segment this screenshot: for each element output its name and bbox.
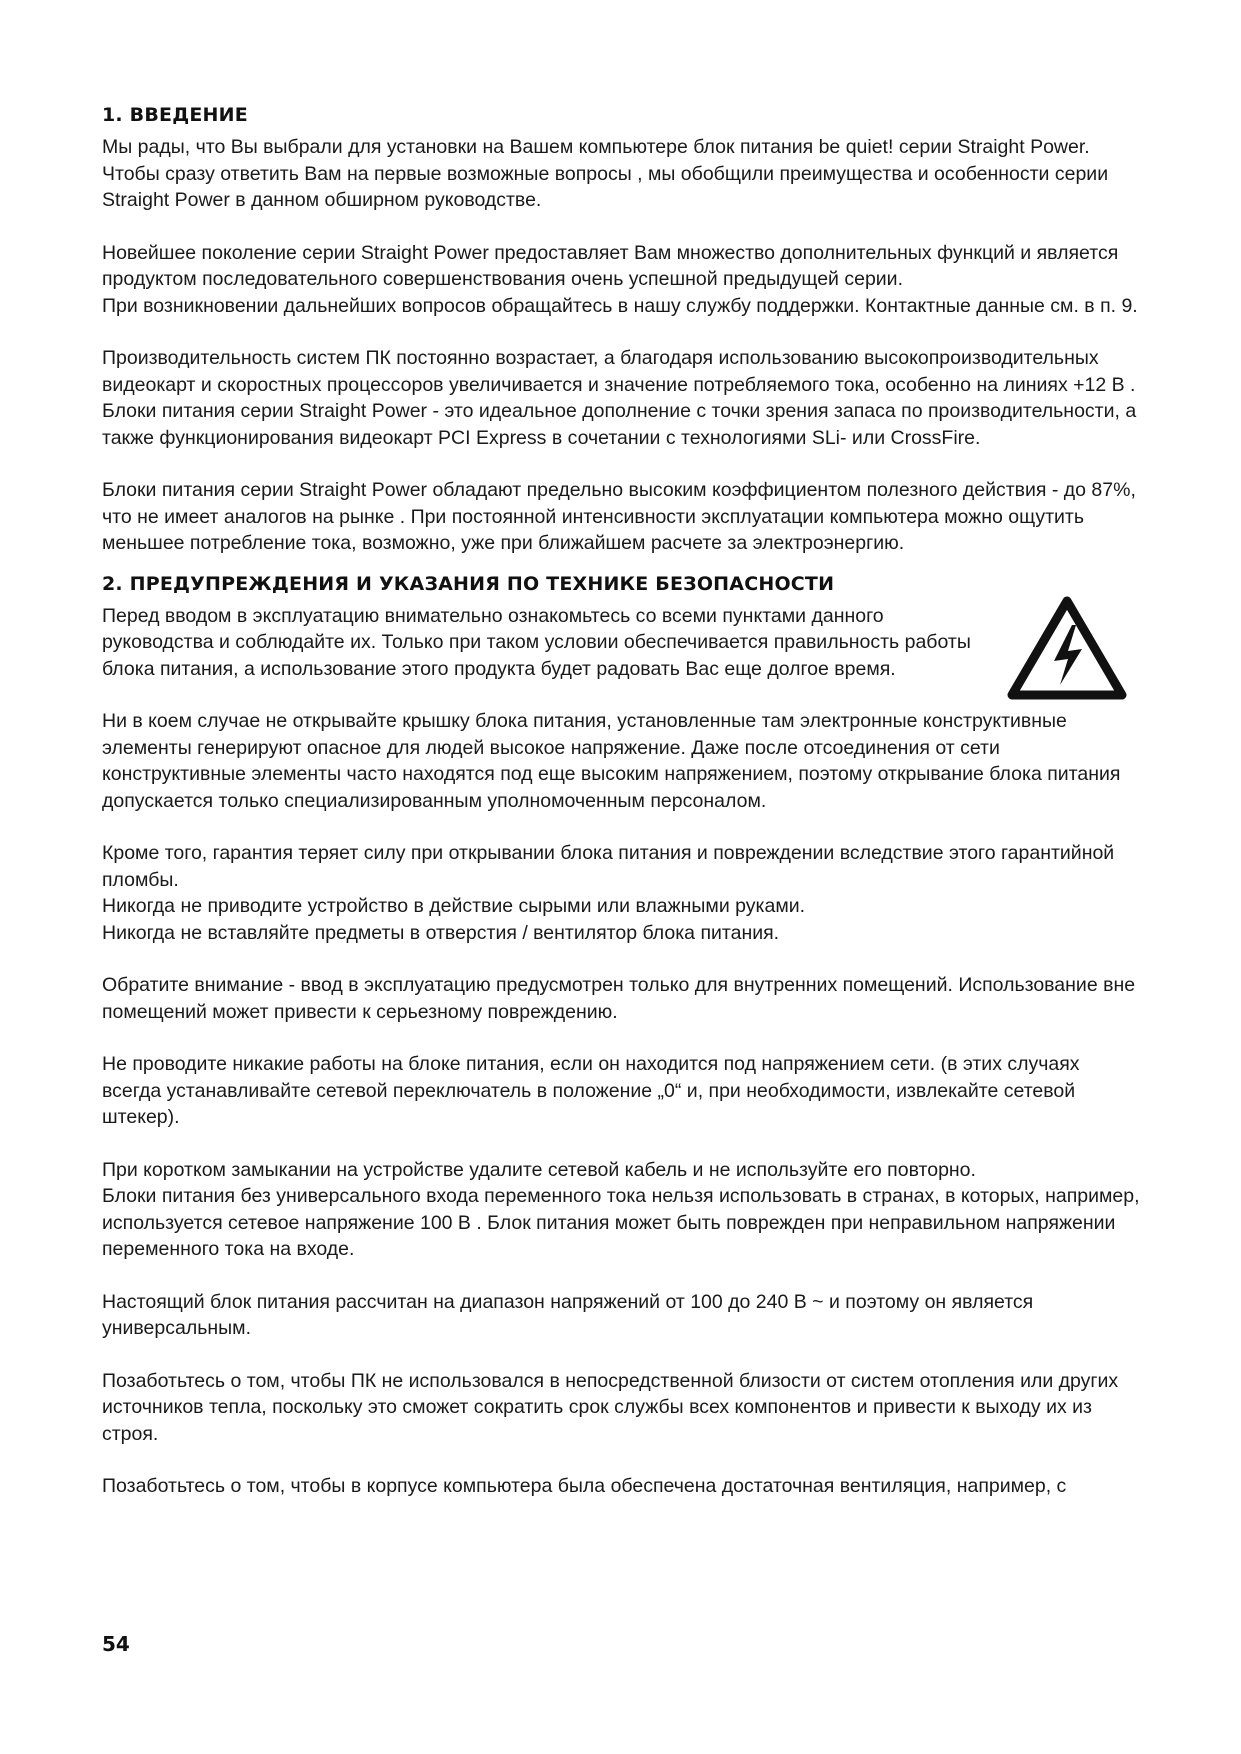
section-2-paragraph-6: Не проводите никакие работы на блоке питания, если он находится под напряжением сети. (в этих случаях всегда устанавливайте сетевой переключатель в положение „0“ и, при необходимости, извлекайте сетевой штекер). [102,1053,1080,1128]
page-number: 54 [102,1632,130,1656]
section-2-paragraph-10: Позаботьтесь о том, чтобы ПК не использовался в непосредственной близости от систем отопления или других источников тепла, поскольку это сможет сократить срок службы всех компонентов и привести к выходу их из строя. [102,1369,1119,1445]
section-2-paragraph-4: Никогда не вставляйте предметы в отверстия / вентилятор блока питания. [102,921,780,944]
section-1-paragraph-5: Блоки питания серии Straight Power обладают предельно высоким коэффициентом полезного действия - до 87%, что не имеет аналогов на рынке . При постоянной интенсивности эксплуатации компьютера можно ощутить меньшее потребление тока, возможно, уже при ближайшем расчете за электроэнергию. [102,479,1136,554]
section-2-paragraph-7: При коротком замыкании на устройстве удалите сетевой кабель и не используйте его повторно. [102,1158,976,1181]
document-page [102,104,1142,1500]
section-2-paragraph-5: Обратите внимание - ввод в эксплуатацию предусмотрен только для внутренних помещений. Использование вне помещений может привести к серьезному повреждению. [102,974,1136,1023]
section-2-intro: Перед вводом в эксплуатацию внимательно ознакомьтесь со всеми пунктами данного руководства и соблюдайте их. Только при таком условии обеспечивается правильность работы блока питания, а использование этого продукта будет радовать Вас еще долгое время. [102,604,971,680]
section-1-paragraph-1: Мы рады, что Вы выбрали для установки на Вашем компьютере блок питания be quiet! серии Straight Power. Чтобы сразу ответить Вам на первые возможные вопросы , мы обобщили преимущества и особенности серии Straight Power в данном обширном руководстве. [102,136,1109,211]
section-2-paragraph-2: Кроме того, гарантия теряет силу при открывании блока питания и повреждении вследствие этого гарантийной пломбы. [102,842,1115,891]
section-1-paragraph-4: Производительность систем ПК постоянно возрастает, а благодаря использованию высокопроизводительных видеокарт и скоростных процессоров увеличивается и значение потребляемого тока, особенно на линиях +12 В . Блоки питания серии Straight Power - это идеальное дополнение с точки зрения запаса по производительности, а также функционирования видеокарт PCI Express в сочетании с технологиями SLi- или CrossFire. [102,347,1137,449]
section-2-paragraph-9: Настоящий блок питания рассчитан на диапазон напряжений от 100 до 240 В ~ и поэтому он является универсальным. [102,1290,1034,1339]
section-2-title: 2. ПРЕДУПРЕЖДЕНИЯ И УКАЗАНИЯ ПО ТЕХНИКЕ БЕЗОПАСНОСТИ [102,572,835,595]
section-1-paragraph-2: Новейшее поколение серии Straight Power предоставляет Вам множество дополнительных функций и является продуктом последовательного совершенствования очень успешной предыдущей серии. [102,241,1119,290]
section-2-paragraph-8: Блоки питания без универсального входа переменного тока нельзя использовать в странах, в которых, например, используется сетевое напряжение 100 В . Блок питания может быть поврежден при неправильном напряжении переменного тока на входе. [102,1185,1140,1260]
high-voltage-warning-icon [1006,595,1128,703]
section-1-title: 1. ВВЕДЕНИЕ [102,104,248,126]
section-2-paragraph-11: Позаботьтесь о том, чтобы в корпусе компьютера была обеспечена достаточная вентиляция, например, с [102,1475,1067,1497]
section-1-paragraph-3: При возникновении дальнейших вопросов обращайтесь в нашу службу поддержки. Контактные данные см. в п. 9. [102,294,1138,317]
section-2-paragraph-1: Ни в коем случае не открывайте крышку блока питания, установленные там электронные конструктивные элементы генерируют опасное для людей высокое напряжение. Даже после отсоединения от сети конструктивные элементы часто находятся под еще высоким напряжением, поэтому открывание блока питания допускается только специализированным уполномоченным персоналом. [102,710,1121,812]
section-2-paragraph-3: Никогда не приводите устройство в действие сырыми или влажными руками. [102,895,806,917]
